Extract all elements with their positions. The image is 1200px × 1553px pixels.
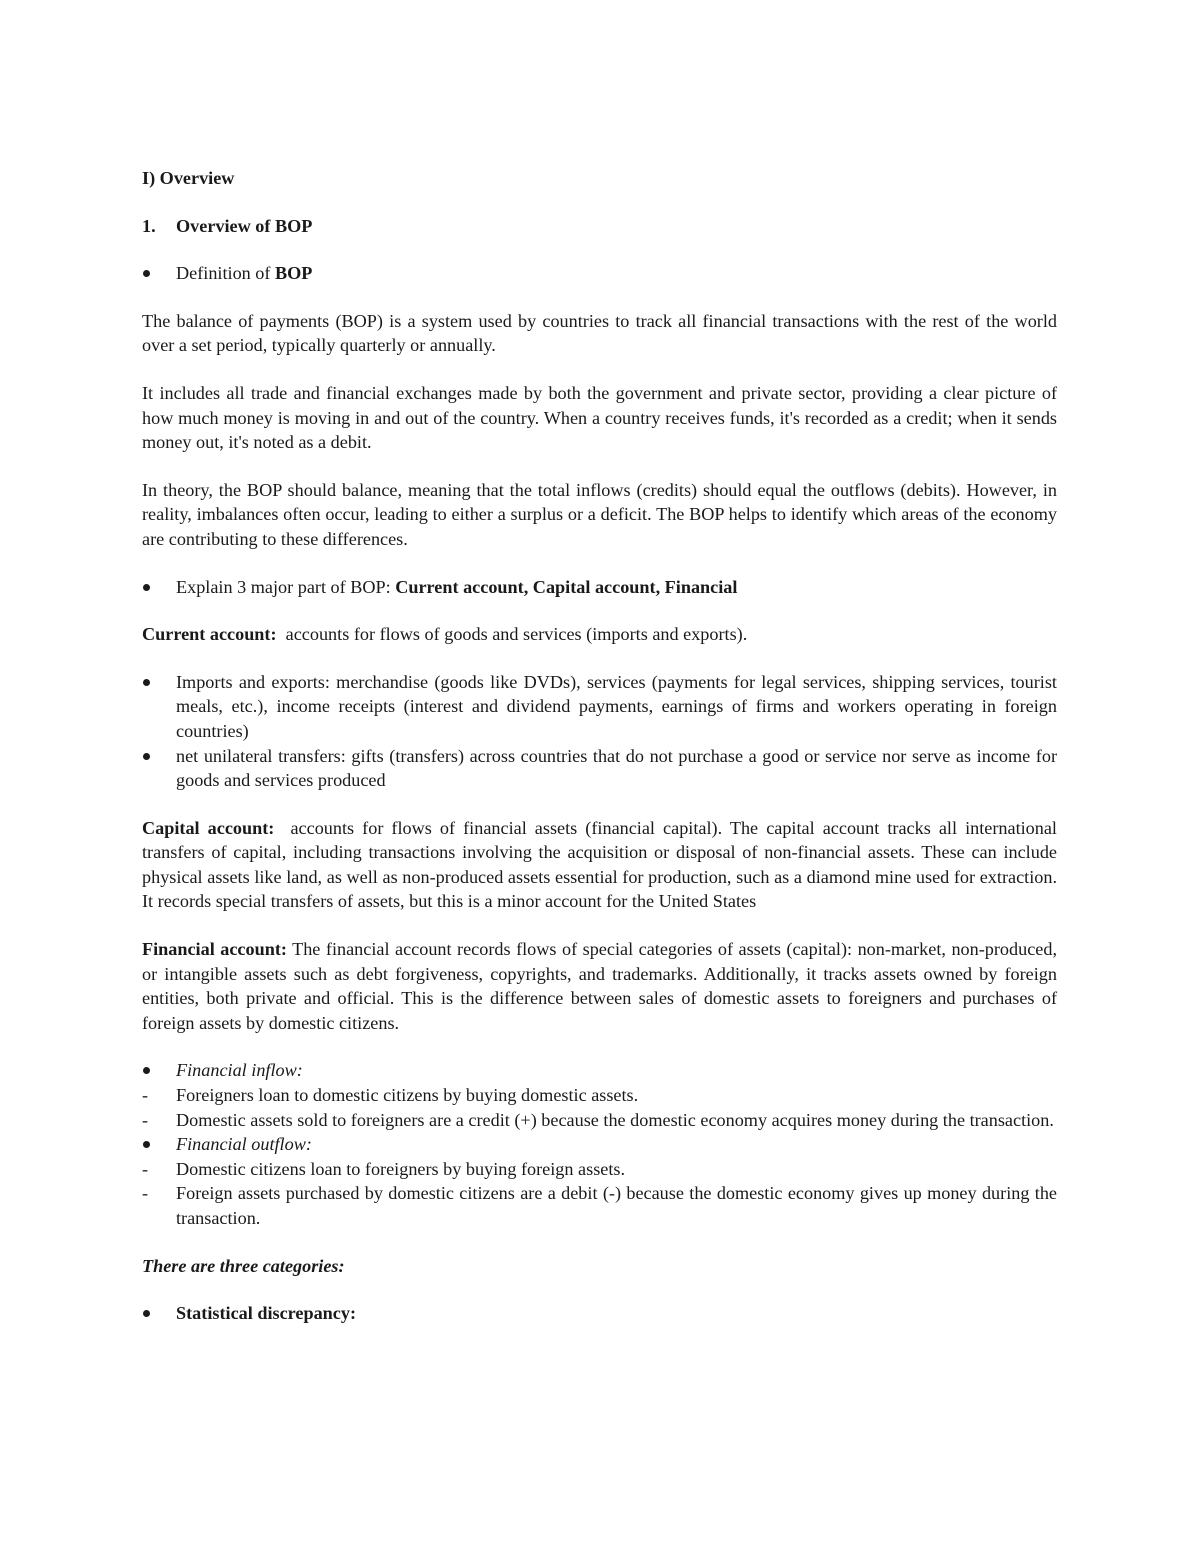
definition-bullet: [142, 261, 1057, 286]
list-item: [142, 744, 1057, 793]
explain-bullet: [142, 575, 1057, 600]
bullet-icon: [142, 744, 162, 769]
financial-account-paragraph: [142, 937, 1057, 1035]
bullet-icon: [142, 261, 162, 286]
outflow-item: [142, 1181, 1057, 1230]
list-item-text: net unilateral transfers: gifts (transfers) across countries that do not purchase a good or service nor serve as income for goods and services produced: [176, 745, 1057, 791]
capital-account-paragraph: [142, 816, 1062, 914]
outflow-item: [142, 1157, 1057, 1182]
capital-account-label: Capital account:: [142, 817, 275, 838]
explain-bold: Current account, Capital account, Financial: [395, 576, 738, 597]
inflow-item: [142, 1083, 1057, 1108]
statistical-discrepancy-bullet: [142, 1301, 1057, 1326]
statistical-discrepancy-label: Statistical discrepancy:: [176, 1303, 357, 1324]
numbered-heading-number: 1.: [142, 215, 156, 236]
definition-bold: BOP: [275, 263, 313, 284]
bullet-icon: [142, 1301, 162, 1326]
current-account-text: accounts for flows of goods and services (imports and exports).: [276, 624, 748, 645]
paragraph-definition: The balance of payments (BOP) is a system used by countries to track all financial transactions with the rest of the world over a set period, typically quarterly or annually.: [142, 310, 1057, 356]
bullet-icon: [142, 670, 162, 695]
bullet-icon: [142, 1132, 162, 1157]
inflow-item: [142, 1108, 1057, 1133]
financial-account-text: The financial account records flows of special categories of assets (capital): non-market, non-produced, or intangible assets such as debt forgiveness, copyrights, and trademarks. Additionally, it tracks assets owned by foreign entities, both private and official. This is the difference between sales of domestic assets to foreigners and purchases of foreign assets by domestic citizens.: [142, 939, 1057, 1033]
definition-prefix: Definition of: [176, 263, 276, 284]
inflow-item-text: Domestic assets sold to foreigners are a credit (+) because the domestic economy acquires money during the transaction.: [176, 1109, 1054, 1130]
dash-marker: -: [142, 1085, 149, 1106]
outflow-bullet: [142, 1132, 1057, 1157]
outflow-item-text: Domestic citizens loan to foreigners by buying foreign assets.: [176, 1158, 626, 1179]
current-account-paragraph: [142, 622, 1057, 647]
financial-account-label: Financial account:: [142, 939, 287, 960]
financial-flows-list: [142, 1058, 1057, 1230]
bullet-icon: [142, 1058, 162, 1083]
dash-marker: -: [142, 1158, 149, 1179]
capital-account-text: accounts for flows of financial assets (financial capital). The capital account tracks all international transfers of capital, including transactions involving the acquisition or disposal of non-financial assets. These can include physical assets like land, as well as non-produced assets essential for production, such as a diamond mine used for extraction. It records special transfers of assets, but this is a minor account for the United States: [142, 817, 1062, 912]
document-page: [142, 166, 1062, 1326]
outflow-label: Financial outflow:: [176, 1134, 312, 1155]
inflow-label: Financial inflow:: [176, 1060, 303, 1081]
paragraph-trade: It includes all trade and financial exchanges made by both the government and private sector, providing a clear picture of how much money is moving in and out of the country. When a country receives funds, it's recorded as a credit; when it sends money out, it's noted as a debit.: [142, 382, 1057, 453]
list-item-text: Imports and exports: merchandise (goods like DVDs), services (payments for legal services, shipping services, tourist meals, etc.), income receipts (interest and dividend payments, earnings of firms and workers operating in foreign countries): [176, 671, 1057, 741]
current-account-list: [142, 670, 1057, 793]
explain-prefix: Explain 3 major part of BOP:: [176, 576, 396, 597]
paragraph-balance: In theory, the BOP should balance, meaning that the total inflows (credits) should equal the outflows (debits). However, in reality, imbalances often occur, leading to either a surplus or a deficit. The BOP helps to identify which areas of the economy are contributing to these differences.: [142, 479, 1057, 549]
three-categories-heading: There are three categories:: [142, 1255, 345, 1276]
numbered-heading-text: Overview of BOP: [176, 215, 313, 236]
current-account-label: Current account:: [142, 624, 277, 645]
dash-marker: -: [142, 1183, 149, 1204]
list-item: [142, 670, 1057, 744]
outflow-item-text: Foreign assets purchased by domestic citizens are a debit (-) because the domestic economy gives up money during the transaction.: [176, 1183, 1057, 1228]
inflow-bullet: [142, 1058, 1057, 1083]
section-heading: I) Overview: [142, 168, 235, 188]
bullet-icon: [142, 575, 162, 600]
dash-marker: -: [142, 1109, 149, 1130]
inflow-item-text: Foreigners loan to domestic citizens by buying domestic assets.: [176, 1085, 639, 1106]
numbered-heading: [142, 214, 1057, 239]
